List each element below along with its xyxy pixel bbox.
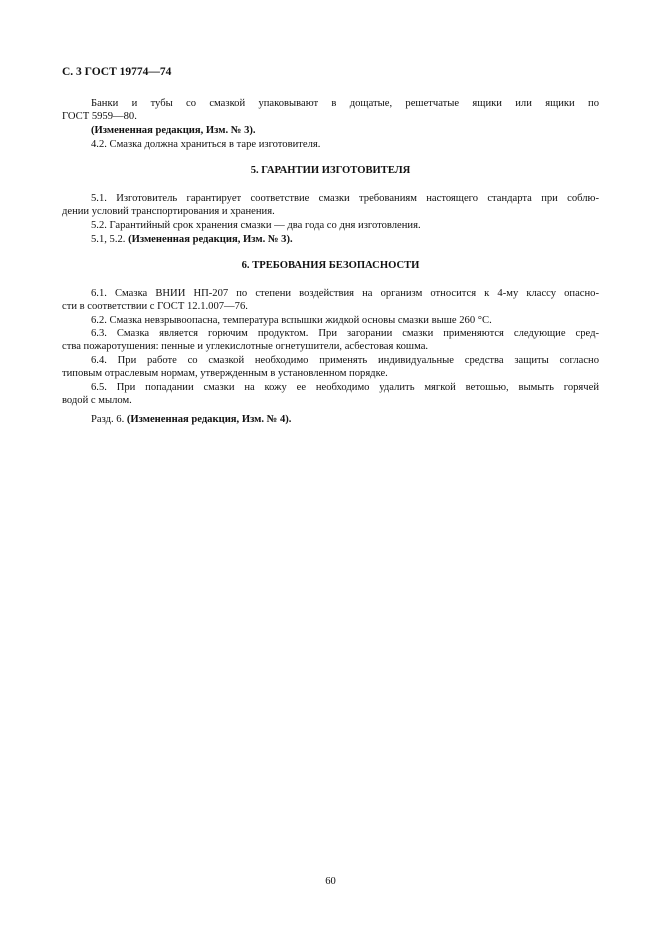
paragraph-line: водой с мылом. — [62, 395, 132, 406]
paragraph-line: 6.2. Смазка невзрывоопасна, температура вспышки жидкой основы смазки выше 260 °С. — [91, 315, 492, 326]
amendment-prefix: 5.1, 5.2. — [91, 234, 126, 245]
paragraph-line: ГОСТ 5959—80. — [62, 111, 137, 122]
paragraph-line: 6.5. При попадании смазки на кожу ее необходимо удалить мягкой ветошью, вымыть горячей — [91, 382, 599, 393]
paragraph-line: 6.4. При работе со смазкой необходимо применять индивидуальные средства защиты согласно — [91, 355, 599, 366]
paragraph-line: 6.3. Смазка является горючим продуктом. При загорании смазки применяются следующие сред- — [91, 328, 599, 339]
paragraph-line: сти в соответствии с ГОСТ 12.1.007—76. — [62, 301, 248, 312]
amendment-note — [91, 233, 293, 246]
amendment-prefix: Разд. 6. — [91, 414, 125, 425]
paragraph-line: ства пожаротушения: пенные и углекислотные огнетушители, асбестовая кошма. — [62, 341, 429, 352]
page-number: 60 — [325, 876, 336, 887]
section-heading: 5. ГАРАНТИИ ИЗГОТОВИТЕЛЯ — [250, 165, 411, 176]
amendment-note: (Измененная редакция, Изм. № 3). — [91, 125, 256, 136]
paragraph-line: типовым отраслевым нормам, утвержденным в установленном порядке. — [62, 368, 388, 379]
paragraph-line: 4.2. Смазка должна храниться в таре изготовителя. — [91, 139, 321, 150]
paragraph-line: 5.2. Гарантийный срок хранения смазки — два года со дня изготовления. — [91, 220, 421, 231]
section-heading: 6. ТРЕБОВАНИЯ БЕЗОПАСНОСТИ — [241, 260, 420, 271]
amendment-text: (Измененная редакция, Изм. № 4). — [126, 414, 292, 425]
amendment-note — [91, 413, 291, 426]
paragraph-line: дении условий транспортирования и хранения. — [62, 206, 275, 217]
amendment-text: (Измененная редакция, Изм. № 3). — [128, 234, 293, 245]
paragraph-line: 6.1. Смазка ВНИИ НП-207 по степени воздействия на организм относится к 4-му классу опасно- — [91, 288, 599, 299]
page-header: С. 3 ГОСТ 19774—74 — [62, 66, 172, 78]
paragraph-line: Банки и тубы со смазкой упаковывают в дощатые, решетчатые ящики или ящики по — [91, 98, 599, 109]
paragraph-line: 5.1. Изготовитель гарантирует соответствие смазки требованиям настоящего стандарта при соблю- — [91, 193, 599, 204]
